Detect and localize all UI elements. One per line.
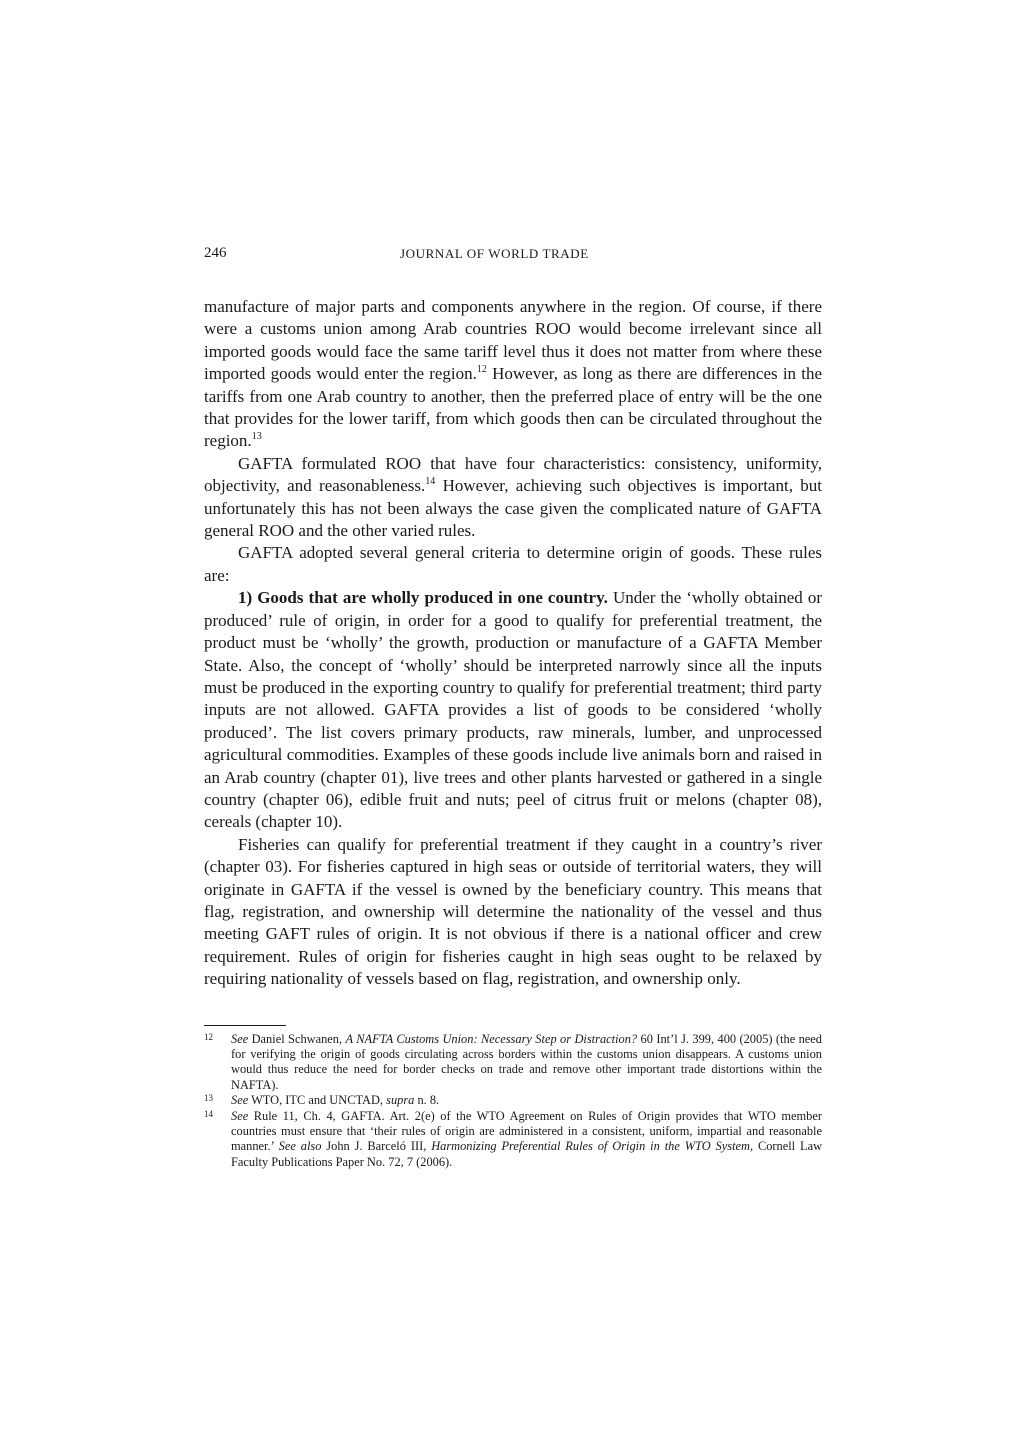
footnote-text: 60 Int’l J. 399, 400 (2005) (the need for verifying the origin of goods circulating across borders within the customs union disappears. A customs union would thus reduce the need for border checks on trade and remove other important trade distortions within the NAFTA). [231, 1031, 822, 1092]
paragraph-3: GAFTA adopted several general criteria to determine origin of goods. These rules are: [204, 543, 822, 585]
paragraph-5: Fisheries can qualify for preferential treatment if they caught in a country’s river (chapter 03). For fisheries captured in high seas or outside of territorial waters, they will originate in GAFTA if the vessel is owned by the beneficiary country. This means that flag, registration, and ownership will determine the nationality of the vessel and thus meeting GAFT rules of origin. It is not obvious if there is a national officer and crew requirement. Rules of origin for fisheries caught in high seas ought to be relaxed by requiring nationality of vessels based on flag, registration, and ownership only. [204, 834, 822, 989]
cited-title: Harmonizing Preferential Rules of Origin in the WTO System [431, 1139, 750, 1154]
footnotes [204, 1032, 822, 1171]
footnote-see: See [231, 1031, 249, 1046]
page-number: 246 [204, 245, 227, 261]
footnote-13 [204, 1093, 822, 1108]
paragraph-4 [204, 587, 822, 833]
footnote-number: 12 [204, 1031, 213, 1042]
footnote-ref-12: 12 [476, 364, 487, 376]
footnote-text: , Cornell Law Faculty Publications Paper No. 72, 7 (2006). [231, 1139, 823, 1169]
paragraph-4-text: Under the ‘wholly obtained or produced’ rule of origin, in order for a good to qualify for preferential treatment, the product must be ‘wholly’ the growth, production or manufacture of a GAFTA Member State. Also, the concept of ‘wholly’ should be interpreted narrowly since all the inputs must be produced in the exporting country to qualify for preferential treatment; third party inputs are not allowed. GAFTA provides a list of goods to be considered ‘wholly produced’. The list covers primary products, raw minerals, lumber, and unprocessed agricultural commodities. Examples of these goods include live animals born and raised in an Arab country (chapter 01), live trees and other plants harvested or gathered in a single country (chapter 06), edible fruit and nuts; peel of citrus fruit or melons (chapter 08), cereals (chapter 10). [204, 588, 822, 832]
footnote-text: John J. Barceló III, [321, 1139, 432, 1154]
paragraph-1 [204, 296, 822, 453]
footnote-see: See [231, 1108, 249, 1123]
footnote-ref-13: 13 [251, 431, 262, 443]
footnote-number: 14 [204, 1108, 213, 1119]
journal-title: JOURNAL OF WORLD TRADE [400, 246, 589, 261]
footnote-12 [204, 1032, 822, 1094]
footnote-see-also: See also [278, 1139, 322, 1154]
paragraph-1-text-a: manufacture of major parts and components anywhere in the region. Of course, if there were a customs union among Arab countries ROO would become irrelevant since all imported goods would face the same tariff level thus it does not matter from where these imported goods would enter the region. [204, 297, 822, 384]
footnote-text: n. 8. [414, 1093, 440, 1108]
footnote-see: See [231, 1093, 249, 1108]
footnote-text: Rule 11, Ch. 4, GAFTA. Art. 2(e) of the WTO Agreement on Rules of Origin provides that WTO member countries must ensure that ‘their rules of origin are administered in a consistent, uniform, impartial and reasonable manner.’ [231, 1108, 822, 1154]
footnote-text: WTO, ITC and UNCTAD, [248, 1093, 387, 1108]
footnote-ref-14: 14 [425, 476, 436, 488]
footnote-supra: supra [386, 1093, 415, 1108]
journal-page [204, 245, 822, 1170]
paragraph-1-text-b: However, as long as there are differences in the tariffs from one Arab country to another, then the preferred place of entry will be the one that provides for the lower tariff, from which goods then can be circulated throughout the region. [204, 364, 822, 451]
paragraph-2-text-b: However, achieving such objectives is important, but unfortunately this has not been always the case given the complicated nature of GAFTA general ROO and the other varied rules. [204, 476, 823, 541]
paragraph-2-text-a: GAFTA formulated ROO that have four characteristics: consistency, uniformity, objectivity, and reasonableness. [204, 453, 822, 496]
footnote-text: Daniel Schwanen, [248, 1031, 346, 1046]
footnote-divider [204, 1025, 286, 1026]
paragraph-2 [204, 453, 822, 543]
body-text [204, 296, 822, 991]
footnote-14 [204, 1109, 822, 1171]
cited-title: A NAFTA Customs Union: Necessary Step or Distraction? [345, 1031, 638, 1046]
inline-heading-wholly-produced: 1) Goods that are wholly produced in one country. [238, 588, 608, 608]
running-head [204, 245, 822, 269]
footnote-number: 13 [204, 1093, 213, 1104]
